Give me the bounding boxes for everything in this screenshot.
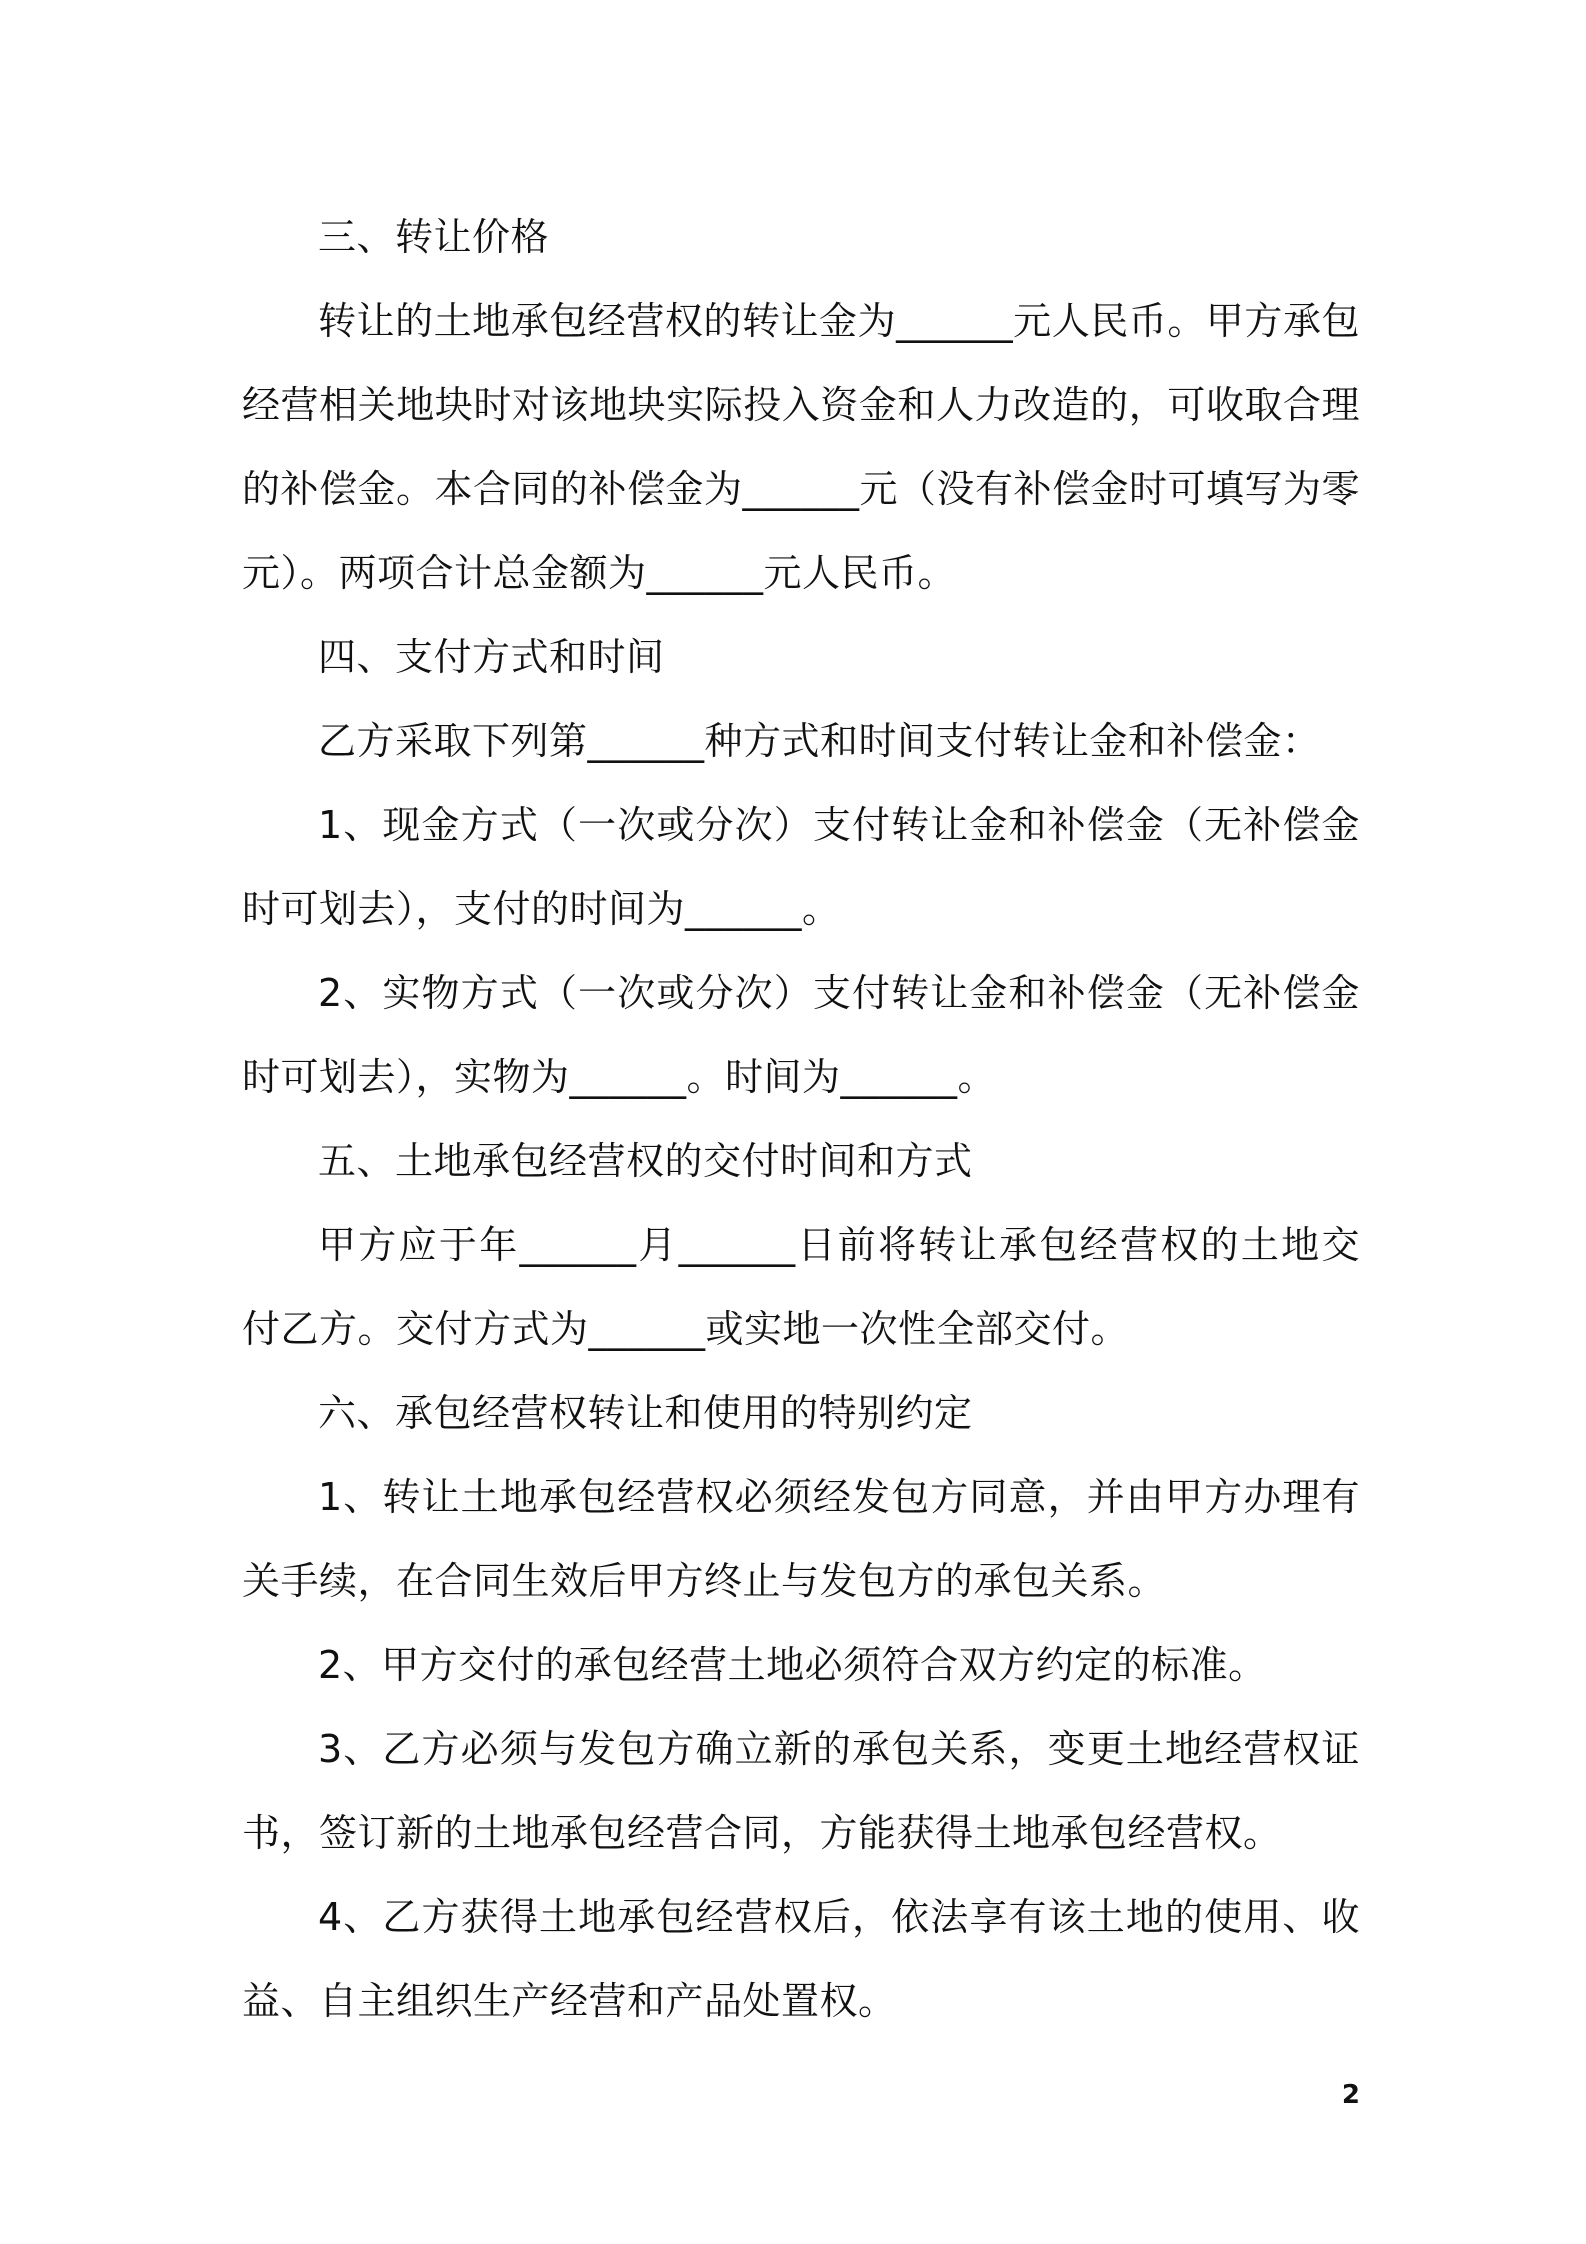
section-heading-special-terms: 六、承包经营权转让和使用的特别约定 bbox=[318, 1391, 973, 1435]
section-heading-delivery: 五、土地承包经营权的交付时间和方式 bbox=[318, 1139, 973, 1183]
paragraph-delivery-terms: 甲方应于年______月______日前将转让承包经营权的土地交付乙方。交付方式为______或实地一次性全部交付。 bbox=[242, 1223, 1360, 1351]
paragraph-special-term-1: 1、转让土地承包经营权必须经发包方同意，并由甲方办理有关手续，在合同生效后甲方终止与发包方的承包关系。 bbox=[242, 1475, 1360, 1603]
paragraph-special-term-3: 3、乙方必须与发包方确立新的承包关系，变更土地经营权证书，签订新的土地承包经营合同，方能获得土地承包经营权。 bbox=[242, 1727, 1360, 1855]
paragraph-payment-choice: 乙方采取下列第______种方式和时间支付转让金和补偿金： bbox=[318, 719, 1321, 763]
section-heading-transfer-price: 三、转让价格 bbox=[318, 215, 550, 259]
paragraph-special-term-4: 4、乙方获得土地承包经营权后，依法享有该土地的使用、收益、自主组织生产经营和产品处置权。 bbox=[242, 1895, 1360, 2023]
paragraph-cash-payment: 1、现金方式（一次或分次）支付转让金和补偿金（无补偿金时可划去），支付的时间为______。 bbox=[242, 803, 1360, 931]
paragraph-in-kind-payment: 2、实物方式（一次或分次）支付转让金和补偿金（无补偿金时可划去），实物为______。时间为______。 bbox=[242, 971, 1360, 1099]
paragraph-special-term-2: 2、甲方交付的承包经营土地必须符合双方约定的标准。 bbox=[318, 1643, 1267, 1687]
page-number: 2 bbox=[1341, 2080, 1360, 2110]
document-body bbox=[242, 195, 1360, 2043]
section-heading-payment: 四、支付方式和时间 bbox=[318, 635, 665, 679]
paragraph-transfer-amount: 转让的土地承包经营权的转让金为______元人民币。甲方承包经营相关地块时对该地块实际投入资金和人力改造的，可收取合理的补偿金。本合同的补偿金为______元（没有补偿金时可填写为零元）。两项合计总金额为______元人民币。 bbox=[242, 299, 1361, 595]
